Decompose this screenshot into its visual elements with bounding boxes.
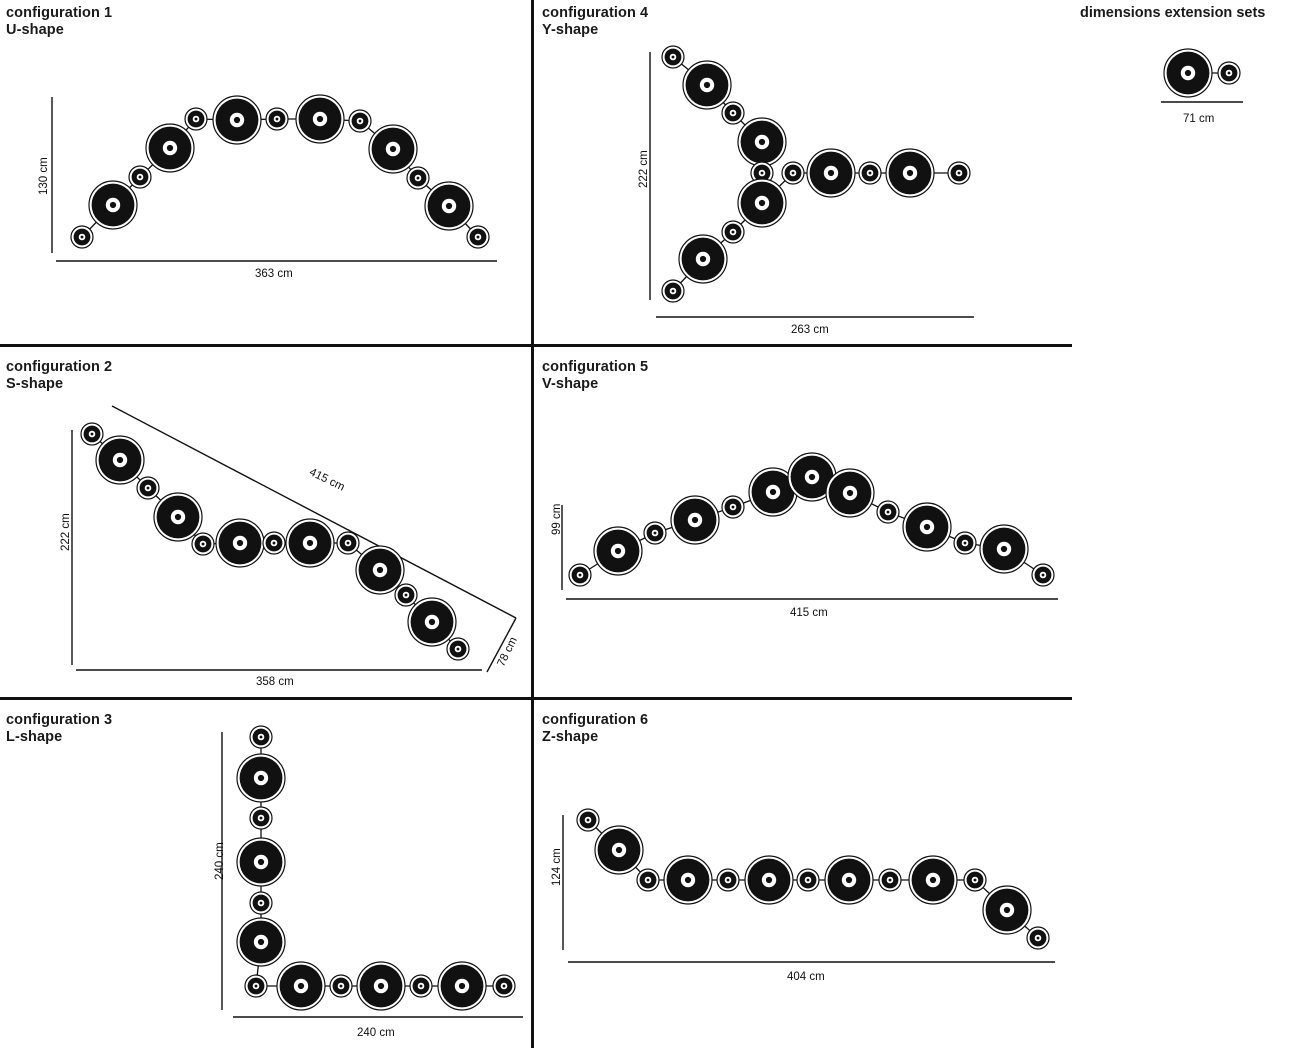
config-1-horizontal-dim: 363 cm	[255, 268, 293, 280]
config-3-chain-module-9	[330, 975, 352, 997]
config-6-chain-module-1	[577, 809, 599, 831]
config-2-short-dim: 78 cm	[495, 635, 520, 669]
config-2-chain-module-11	[395, 584, 417, 606]
config-4-chain-module-9	[662, 280, 684, 302]
config-6-chain-module-10	[909, 856, 957, 904]
config-1-chain-module-4	[146, 124, 194, 172]
extension-set-chain-module-2	[1218, 62, 1240, 84]
config-4-chain-module-4	[738, 118, 786, 166]
config-2-chain-module-7	[263, 532, 285, 554]
config-5-chain	[569, 453, 1054, 586]
config-1-chain-module-11	[407, 167, 429, 189]
config-5-chain-module-13	[1032, 564, 1054, 586]
config-6-chain-module-2	[595, 826, 643, 874]
config-6-chain	[577, 809, 1049, 949]
config-3-chain-module-13	[493, 975, 515, 997]
config-1-chain-module-9	[349, 110, 371, 132]
config-4-shape: Y-shape	[542, 22, 599, 38]
config-4-chain-module-6	[738, 179, 786, 227]
config-6-name: configuration 6	[542, 712, 649, 728]
config-5-name: configuration 5	[542, 359, 649, 375]
config-1-chain-module-12	[425, 182, 473, 230]
config-6-chain-module-8	[825, 856, 873, 904]
config-1-chain-module-7	[266, 108, 288, 130]
config-3-chain-module-1	[250, 726, 272, 748]
config-3-chain-module-6	[237, 918, 285, 966]
config-1-name: configuration 1	[6, 5, 113, 21]
config-1-chain-module-10	[369, 125, 417, 173]
config-3-chain-module-11	[410, 975, 432, 997]
config-3-horizontal-dim: 240 cm	[357, 1027, 395, 1039]
config-4-chain-module-11	[807, 149, 855, 197]
config-4-chain-module-8	[679, 235, 727, 283]
config-1-chain-module-6	[213, 96, 261, 144]
config-2-horizontal-dim: 358 cm	[256, 676, 294, 688]
config-3-chain	[237, 726, 515, 1010]
config-4-chain	[662, 46, 970, 302]
config-2-chain-module-6	[216, 519, 264, 567]
config-4-name: configuration 4	[542, 5, 649, 21]
config-4-chain-module-2	[683, 61, 731, 109]
config-2-chain-module-1	[81, 423, 103, 445]
config-2-chain-module-5	[192, 533, 214, 555]
extension-set-chain-module-1	[1164, 49, 1212, 97]
config-6-chain-module-12	[983, 886, 1031, 934]
config-3-chain-connectors	[256, 737, 504, 986]
config-5-chain-module-3	[644, 522, 666, 544]
config-3-chain-module-2	[237, 754, 285, 802]
config-2-chain-module-3	[137, 477, 159, 499]
config-2-diagonal-dim: 415 cm	[307, 466, 347, 494]
extension-set-chain	[1164, 49, 1240, 97]
config-5-chain-module-2	[594, 527, 642, 575]
config-2-chain	[81, 423, 469, 660]
config-3-chain-module-12	[438, 962, 486, 1010]
config-6-horizontal-dim: 404 cm	[787, 971, 825, 983]
config-3-chain-module-10	[357, 962, 405, 1010]
config-4-chain-module-13	[886, 149, 934, 197]
config-3-vertical-dim: 240 cm	[214, 842, 226, 880]
config-5-chain-module-9	[877, 501, 899, 523]
config-4-horizontal-dim: 263 cm	[791, 324, 829, 336]
config-1-chain-module-3	[129, 166, 151, 188]
config-1-shape: U-shape	[6, 22, 64, 38]
config-3-chain-module-5	[250, 892, 272, 914]
config-2-chain-module-9	[337, 532, 359, 554]
config-2-vertical-dim: 222 cm	[60, 513, 72, 551]
config-6-shape: Z-shape	[542, 729, 599, 745]
config-5-chain-module-8	[826, 469, 874, 517]
config-3-shape: L-shape	[6, 729, 63, 745]
config-2-shape: S-shape	[6, 376, 64, 392]
config-2-chain-module-10	[356, 546, 404, 594]
config-1-vertical-dim: 130 cm	[38, 157, 50, 195]
config-5-chain-module-12	[980, 525, 1028, 573]
config-5-vertical-dim: 99 cm	[551, 503, 563, 535]
config-6-chain-module-4	[664, 856, 712, 904]
config-6-vertical-dim: 124 cm	[551, 848, 563, 886]
module-rings	[71, 46, 1240, 1010]
config-1-chain-module-1	[71, 226, 93, 248]
config-1-chain-module-5	[185, 108, 207, 130]
config-4-chain-module-7	[722, 221, 744, 243]
config-4-chain-module-10	[782, 162, 804, 184]
config-5-chain-module-10	[903, 503, 951, 551]
config-5-chain-module-1	[569, 564, 591, 586]
config-2-chain-module-12	[408, 598, 456, 646]
config-3-chain-module-7	[245, 975, 267, 997]
config-2-name: configuration 2	[6, 359, 113, 375]
config-6-chain-module-6	[745, 856, 793, 904]
config-1-chain-module-8	[296, 95, 344, 143]
config-5-shape: V-shape	[542, 376, 599, 392]
config-4-chain-module-3	[722, 102, 744, 124]
config-3-chain-module-3	[250, 807, 272, 829]
config-5-chain-module-11	[954, 532, 976, 554]
config-2-chain-module-4	[154, 493, 202, 541]
extension-sets-title: dimensions extension sets	[1080, 5, 1266, 21]
config-5-horizontal-dim: 415 cm	[790, 607, 828, 619]
config-2-chain-module-2	[96, 436, 144, 484]
config-2-chain-module-8	[286, 519, 334, 567]
config-6-chain-module-5	[717, 869, 739, 891]
config-6-chain-module-9	[879, 869, 901, 891]
config-3-chain-module-8	[277, 962, 325, 1010]
config-6-chain-module-3	[637, 869, 659, 891]
config-6-chain-module-11	[964, 869, 986, 891]
config-2-chain-module-13	[447, 638, 469, 660]
config-3-name: configuration 3	[6, 712, 113, 728]
config-6-chain-module-7	[797, 869, 819, 891]
config-4-chain-module-1	[662, 46, 684, 68]
config-4-chain-module-14	[948, 162, 970, 184]
config-4-chain-module-12	[859, 162, 881, 184]
config-1-chain-module-13	[467, 226, 489, 248]
config-6-chain-module-13	[1027, 927, 1049, 949]
config-1-chain	[71, 95, 489, 248]
extension-set-dim: 71 cm	[1183, 113, 1215, 125]
config-5-chain-module-4	[671, 496, 719, 544]
config-1-chain-module-2	[89, 181, 137, 229]
config-5-chain-module-5	[722, 496, 744, 518]
config-4-vertical-dim: 222 cm	[638, 150, 650, 188]
config-3-chain-module-4	[237, 838, 285, 886]
